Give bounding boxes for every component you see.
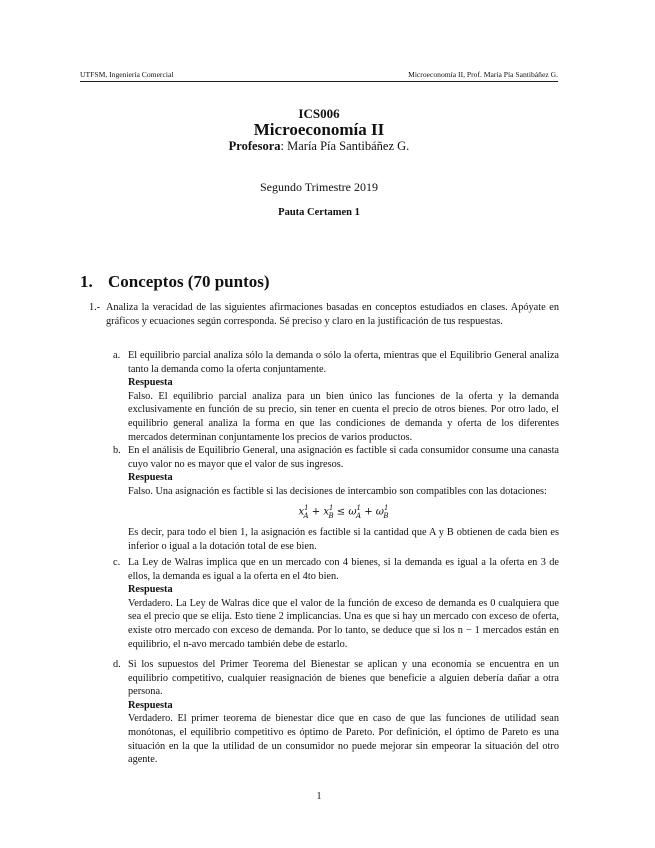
section-number: 1.	[80, 272, 93, 291]
item-b-answer: Falso. Una asignación es factible si las decisiones de intercambio son compatibles con las dotaciones:	[128, 485, 547, 497]
item-c-response-label: Respuesta	[128, 584, 173, 596]
item-d	[113, 658, 559, 767]
item-c	[113, 556, 559, 651]
item-b-answer-continued: Es decir, para todo el bien 1, la asignación es factible si la cantidad que A y B obtienen de cada bien es inferior o igual a la dotación total de ese bien.	[128, 527, 559, 552]
question-1-label: 1.-	[89, 302, 101, 313]
page-number: 1	[316, 791, 322, 802]
item-c-answer: Verdadero. La Ley de Walras dice que el valor de la función de exceso de demanda es 0 cualquiera que sea el precio que se elija. Esto tiene 2 implicancias. Una es que si hay un mercado con exceso de oferta, existe otro mercado con exceso de demanda. Por lo tanto, se deduce que si los n − 1 mercados están en equilibrio, el n-avo mercado también debe de estarlo.	[128, 597, 559, 650]
header-rule	[80, 81, 558, 82]
item-a-statement: El equilibrio parcial analiza sólo la demanda o sólo la oferta, mientras que el Equilibrio General analiza tanto la demanda como la oferta conjuntamente.	[128, 350, 559, 375]
item-a-answer: Falso. El equilibrio parcial analiza para un bien único las funciones de la oferta y la demanda exclusivamente en función de su precio, sin tener en cuenta el precio de otros bienes. Por otro lado, el equilibrio general analiza la forma en que las condiciones de demanda y oferta de los diferentes mercados determinan conjuntamente los precios de varios productos.	[128, 390, 559, 443]
item-a-response-label: Respuesta	[128, 377, 173, 389]
item-c-statement: La Ley de Walras implica que en un mercado con 4 bienes, si la demanda es igual a la oferta en 3 de ellos, la demanda es igual a la oferta en el 4to bien.	[128, 557, 559, 582]
item-d-answer: Verdadero. El primer teorema de bienestar dice que en caso de que las funciones de utilidad sean monótonas, el equilibrio competitivo es óptimo de Pareto. Por definición, el óptimo de Pareto es una situación en la que la utilidad de un consumidor no puede mejorar sin empeorar la situación del otro agente.	[128, 713, 559, 766]
question-1	[89, 301, 559, 328]
professor-label: Profesora	[228, 139, 281, 153]
term: Segundo Trimestre 2019	[259, 180, 378, 194]
course-title: Microeconomía II	[253, 120, 385, 139]
running-header-right: Microeconomía II, Prof. María Pía Santibáñez G.	[408, 70, 558, 79]
item-d-label: d.	[113, 659, 121, 670]
question-1-text: Analiza la veracidad de las siguientes afirmaciones basadas en conceptos estudiados en clases. Apóyate en gráficos y ecuaciones según corresponda. Sé preciso y claro en la justificación de tus respuestas.	[106, 302, 559, 327]
item-d-statement: Si los supuestos del Primer Teorema del Bienestar se aplican y una economía se encuentra en un equilibrio competitivo, cualquier reasignación de bienes que beneficie a alguien debería dañar a otra persona.	[128, 659, 559, 698]
running-header-left: UTFSM, Ingeniería Comercial	[80, 70, 174, 79]
item-b-response-label: Respuesta	[128, 472, 173, 484]
course-code: ICS006	[298, 106, 340, 121]
item-c-label: c.	[113, 557, 121, 568]
section-heading	[80, 272, 270, 292]
document-subtitle: Pauta Certamen 1	[278, 207, 360, 218]
feasibility-formula: $x^1_A + x^1_B \le \omega^1_A + \omega^1_B$	[298, 504, 389, 520]
section-title: Conceptos (70 puntos)	[108, 272, 270, 291]
item-d-response-label: Respuesta	[128, 699, 173, 711]
item-a-label: a.	[113, 350, 121, 361]
professor-name: : María Pía Santibáñez G.	[280, 139, 410, 153]
item-b-statement: En el análisis de Equilibrio General, una asignación es factible si cada consumidor consume una canasta cuyo valor no es mayor que el valor de sus ingresos.	[128, 445, 559, 470]
item-b-label: b.	[113, 445, 121, 456]
item-b	[113, 444, 559, 553]
professor-line	[80, 139, 558, 154]
item-a	[113, 349, 559, 444]
